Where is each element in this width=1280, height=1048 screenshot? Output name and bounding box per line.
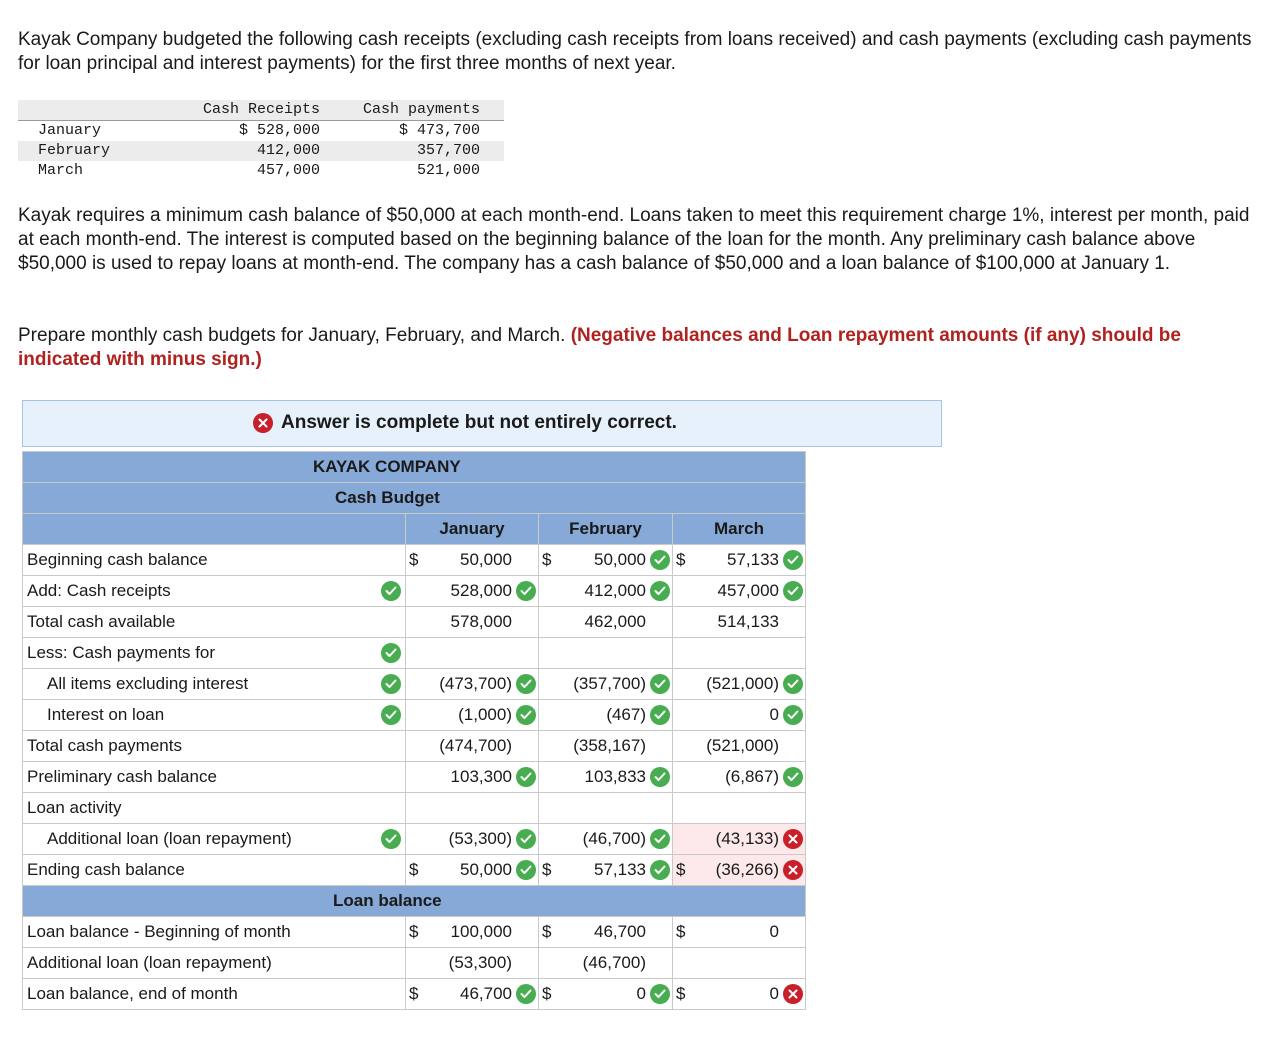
row-label: Additional loan (loan repayment) (23, 948, 406, 979)
amount-input[interactable]: (1,000) (458, 705, 512, 724)
computed-value: 100,000 (450, 922, 512, 941)
problem-requirement: Kayak requires a minimum cash balance of $50,000 at each month-end. Loans taken to meet this requirement charge 1%, interest per month, paid at each month-end. The interest is computed based on the beginning balance of the loan for the month. Any preliminary cash balance above $50,000 is used to repay loans at month-end. The company has a cash balance of $50,000 and a loan balance of $100,000 at January 1. (18, 205, 1250, 274)
amount-input[interactable]: 57,133 (594, 860, 646, 879)
cash-budget-table (22, 451, 806, 1010)
check-icon (381, 674, 401, 694)
computed-value: (521,000) (706, 736, 779, 755)
dollar-sign: $ (542, 860, 552, 879)
dollar-sign: $ (676, 550, 686, 569)
x-circle-icon (253, 413, 273, 433)
check-icon (650, 581, 670, 601)
check-icon (516, 705, 536, 725)
computed-value: (53,300) (448, 953, 512, 972)
check-icon (381, 643, 401, 663)
check-icon (783, 705, 803, 725)
check-icon (516, 767, 536, 787)
computed-value: 46,700 (594, 922, 646, 941)
dollar-sign: $ (676, 860, 686, 879)
col-january: January (406, 514, 539, 545)
amount-input[interactable]: 46,700 (460, 984, 512, 1003)
budget-title: Cash Budget (23, 483, 806, 514)
check-icon (381, 581, 401, 601)
computed-value: 0 (769, 922, 779, 941)
x-circle-icon (783, 829, 803, 849)
dollar-sign: $ (542, 550, 552, 569)
row-label: Additional loan (loan repayment) (47, 829, 292, 848)
amount-input[interactable]: 50,000 (460, 550, 512, 569)
check-icon (783, 767, 803, 787)
computed-value: 514,133 (717, 612, 779, 631)
check-icon (783, 550, 803, 570)
check-icon (381, 705, 401, 725)
payments-value: 357,700 (338, 141, 504, 161)
table-row (23, 638, 806, 669)
amount-input[interactable]: (521,000) (706, 674, 779, 693)
month-label: March (38, 162, 84, 179)
row-label-select[interactable] (23, 576, 406, 607)
dollar-sign: $ (409, 860, 419, 879)
instruction-text: Prepare monthly cash budgets for January, February, and March. (18, 325, 566, 346)
dollar-sign: $ (409, 922, 419, 941)
table-row (23, 576, 806, 607)
row-label: Preliminary cash balance (23, 762, 406, 793)
payments-value: 521,000 (416, 162, 480, 179)
month-label: February (18, 141, 178, 161)
amount-input[interactable]: (467) (606, 705, 646, 724)
loan-section-title: Loan balance (23, 886, 806, 917)
computed-value: 462,000 (584, 612, 646, 631)
table-row (23, 669, 806, 700)
amount-input[interactable]: (43,133) (715, 829, 779, 848)
table-row (23, 793, 806, 824)
amount-input[interactable]: (473,700) (439, 674, 512, 693)
amount-input[interactable]: (46,700) (582, 829, 646, 848)
amount-input[interactable]: 57,133 (727, 550, 779, 569)
dollar-sign: $ (542, 984, 552, 1003)
dollar-sign: $ (676, 984, 686, 1003)
computed-value: (474,700) (439, 736, 512, 755)
table-row (23, 979, 806, 1010)
check-icon (516, 984, 536, 1004)
check-icon (516, 581, 536, 601)
row-label: Total cash available (23, 607, 406, 638)
table-row (23, 731, 806, 762)
row-label: Loan activity (23, 793, 406, 824)
dollar-sign: $ (409, 550, 419, 569)
check-icon (516, 860, 536, 880)
amount-input[interactable]: 50,000 (460, 860, 512, 879)
check-icon (516, 674, 536, 694)
check-icon (650, 674, 670, 694)
amount-input[interactable]: (53,300) (448, 829, 512, 848)
amount-input[interactable]: 0 (769, 984, 779, 1003)
check-icon (650, 767, 670, 787)
table-row (23, 700, 806, 731)
instruction-note: (Negative balances and Loan repayment amounts (if any) should be indicated with minus sign.) (18, 325, 1181, 370)
dollar-sign: $ (676, 922, 686, 941)
col-header-payments: Cash payments (338, 100, 504, 121)
instruction (18, 324, 1268, 372)
amount-input[interactable]: (36,266) (715, 860, 779, 879)
amount-input[interactable]: (6,867) (725, 767, 779, 786)
amount-input[interactable]: 50,000 (594, 550, 646, 569)
month-label: January (38, 122, 102, 139)
col-february: February (539, 514, 673, 545)
row-label-select[interactable] (23, 824, 406, 855)
col-header-receipts: Cash Receipts (178, 100, 338, 121)
col-march: March (673, 514, 806, 545)
amount-input[interactable]: 457,000 (717, 581, 779, 600)
table-row (23, 545, 806, 576)
check-icon (381, 829, 401, 849)
row-label: Ending cash balance (23, 855, 406, 886)
amount-input[interactable]: (357,700) (573, 674, 646, 693)
row-label-select[interactable] (23, 638, 406, 669)
company-name: KAYAK COMPANY (23, 452, 806, 483)
dollar-sign: $ (409, 984, 419, 1003)
amount-input[interactable]: 103,833 (584, 767, 646, 786)
row-label-select[interactable] (23, 669, 406, 700)
check-icon (650, 860, 670, 880)
row-label: Total cash payments (23, 731, 406, 762)
row-label: Beginning cash balance (23, 545, 406, 576)
check-icon (516, 829, 536, 849)
amount-input[interactable]: 528,000 (450, 581, 512, 600)
amount-input[interactable]: 103,300 (450, 767, 512, 786)
computed-value: 578,000 (450, 612, 512, 631)
amount-input[interactable]: 0 (769, 705, 779, 724)
check-icon (783, 674, 803, 694)
receipts-value: 412,000 (178, 141, 338, 161)
computed-value: (46,700) (582, 953, 646, 972)
amount-input[interactable]: 0 (636, 984, 646, 1003)
row-label: Interest on loan (47, 705, 165, 724)
receipts-value: $ 528,000 (238, 122, 320, 139)
table-row (23, 948, 806, 979)
check-icon (650, 984, 670, 1004)
table-row (23, 855, 806, 886)
amount-input[interactable]: 412,000 (584, 581, 646, 600)
check-icon (650, 550, 670, 570)
table-row (23, 607, 806, 638)
banner-text: Answer is complete but not entirely correct. (281, 412, 677, 433)
check-icon (783, 581, 803, 601)
table-row (23, 824, 806, 855)
x-circle-icon (783, 984, 803, 1004)
dollar-sign: $ (542, 922, 552, 941)
receipts-value: 457,000 (256, 162, 320, 179)
computed-value: (358,167) (573, 736, 646, 755)
row-label: All items excluding interest (47, 674, 249, 693)
row-label: Less: Cash payments for (27, 643, 216, 662)
row-label: Loan balance, end of month (23, 979, 406, 1010)
check-icon (650, 829, 670, 849)
table-row (23, 917, 806, 948)
table-row (23, 762, 806, 793)
row-label: Add: Cash receipts (27, 581, 171, 600)
x-circle-icon (783, 860, 803, 880)
result-banner (22, 400, 942, 447)
row-label-select[interactable] (23, 700, 406, 731)
check-icon (650, 705, 670, 725)
row-label: Loan balance - Beginning of month (23, 917, 406, 948)
problem-intro: Kayak Company budgeted the following cash receipts (excluding cash receipts from loans received) and cash payments (excluding cash payments for loan principal and interest payments) for the first three months of next year. (18, 29, 1252, 74)
given-data-table (18, 100, 504, 181)
payments-value: $ 473,700 (398, 122, 480, 139)
